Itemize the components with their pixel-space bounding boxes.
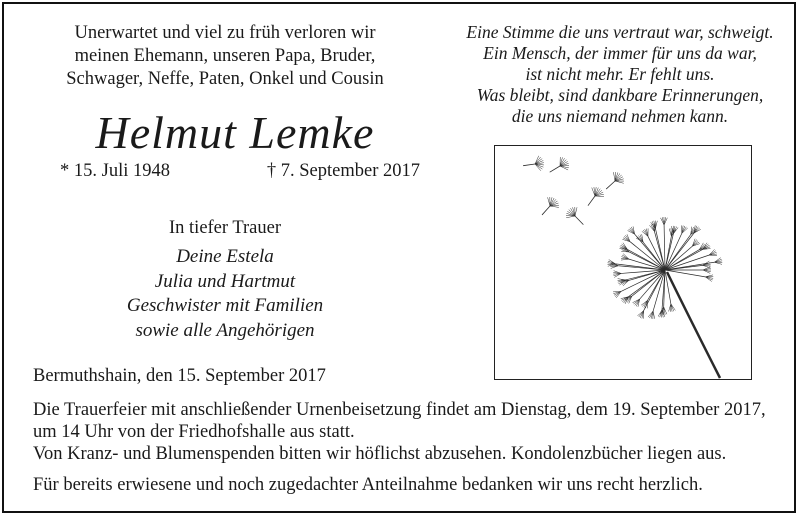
memorial-quote xyxy=(455,22,785,127)
family-list xyxy=(20,245,430,343)
deceased-name: Helmut Lemke xyxy=(95,107,375,158)
death-date: † 7. September 2017 xyxy=(266,161,420,181)
quote-line: ist nicht mehr. Er fehlt uns. xyxy=(525,64,715,84)
life-dates xyxy=(60,161,420,182)
family-line: Deine Estela xyxy=(176,246,274,267)
family-line: sowie alle Angehörigen xyxy=(135,319,315,341)
mourning-heading: In tiefer Trauer xyxy=(169,218,281,238)
notice-line: Die Trauerfeier mit anschließender Urnenbeisetzung findet am Dienstag, dem 19. September 2017, xyxy=(33,400,766,420)
notice-line: Von Kranz- und Blumenspenden bitten wir höflichst abzusehen. Kondolenzbücher liegen aus. xyxy=(33,444,727,464)
notice-line: um 14 Uhr von der Friedhofshalle aus statt. xyxy=(33,422,355,442)
place-date: Bermuthshain, den 15. September 2017 xyxy=(33,366,326,386)
quote-line: die uns niemand nehmen kann. xyxy=(511,106,729,126)
dandelion-image xyxy=(494,145,752,380)
family-line: Geschwister mit Familien xyxy=(126,295,324,316)
quote-line: Was bleibt, sind dankbare Erinnerungen, xyxy=(476,85,764,105)
intro-line: Unerwartet und viel zu früh verloren wir xyxy=(74,23,376,43)
funeral-notice xyxy=(33,399,793,465)
intro-line: meinen Ehemann, unseren Papa, Bruder, xyxy=(74,46,376,66)
birth-date: * 15. Juli 1948 xyxy=(60,161,170,181)
dandelion-illustration xyxy=(495,146,751,379)
intro-line: Schwager, Neffe, Paten, Onkel und Cousin xyxy=(66,69,384,89)
quote-line: Eine Stimme die uns vertraut war, schweigt. xyxy=(466,22,774,42)
quote-line: Ein Mensch, der immer für uns da war, xyxy=(483,43,757,63)
thanks-text: Für bereits erwiesene und noch zugedachter Anteilnahme bedanken wir uns recht herzlich. xyxy=(33,475,703,495)
family-line: Julia und Hartmut xyxy=(154,270,296,292)
intro-text xyxy=(20,22,430,91)
